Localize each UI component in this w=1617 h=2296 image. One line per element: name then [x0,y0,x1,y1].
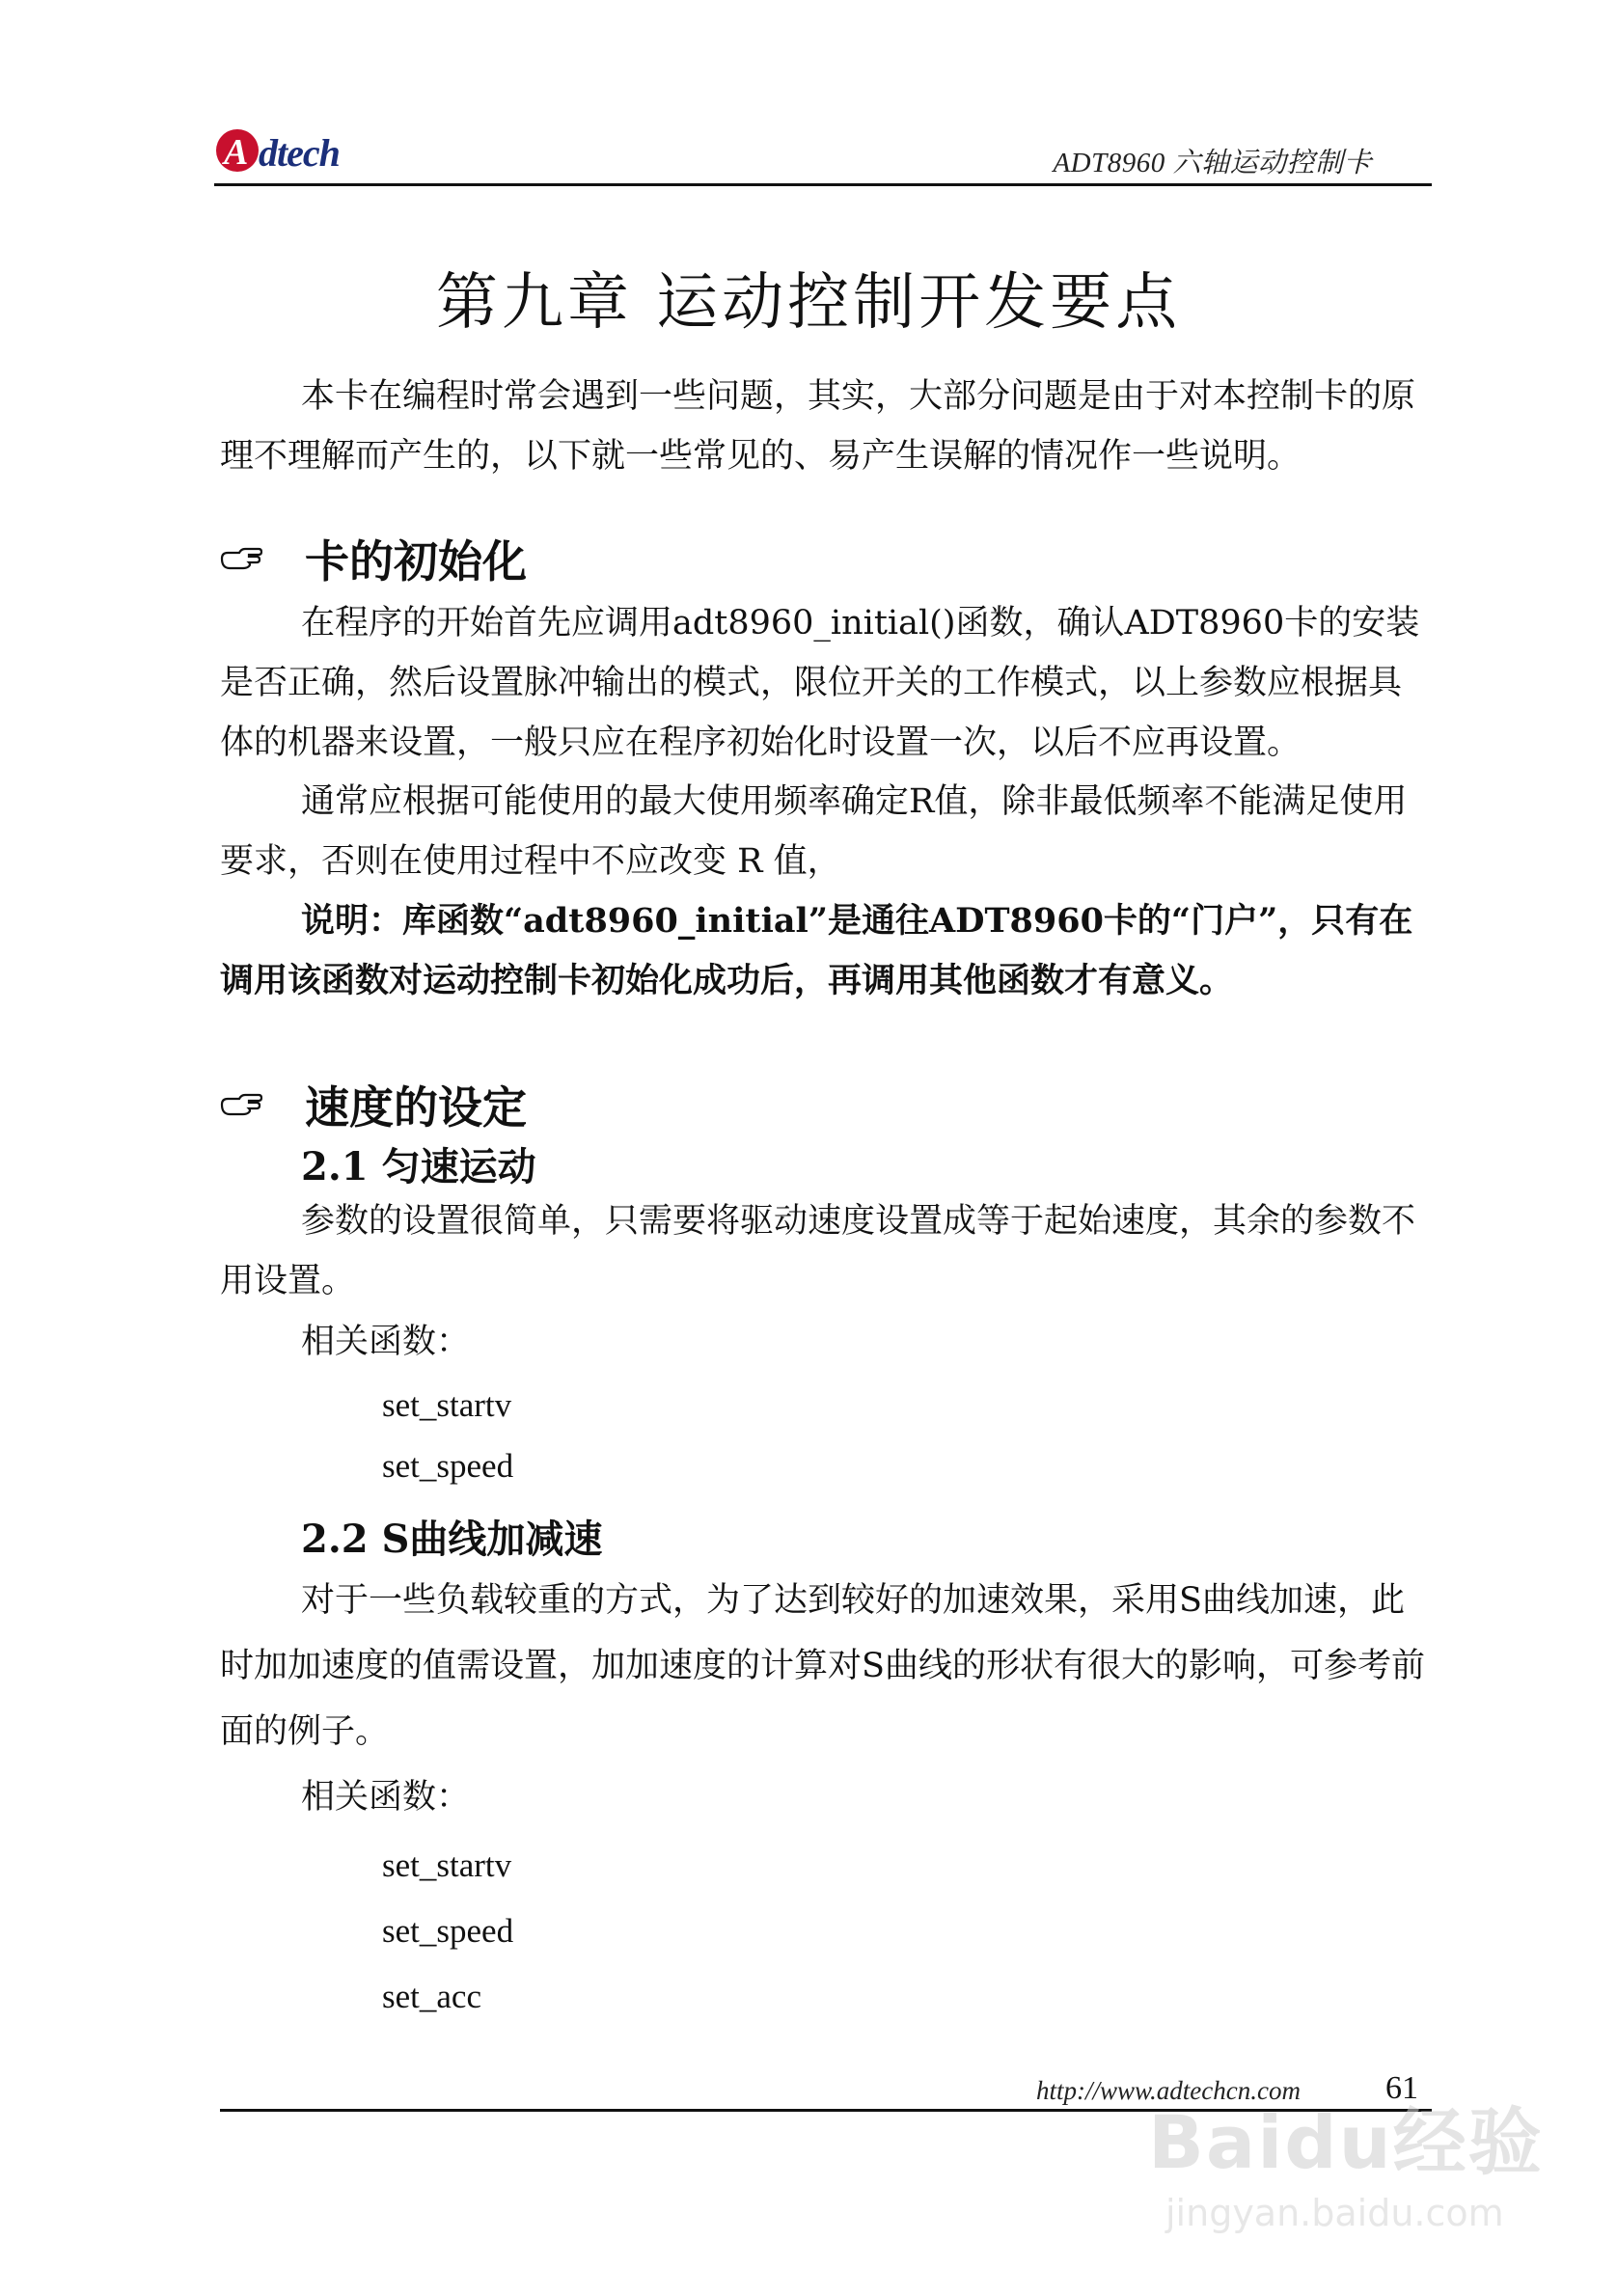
watermark-main-text: Baidu经验 [1148,2099,1544,2185]
pointing-hand-icon [220,1091,262,1118]
section-heading-initialization [220,527,527,590]
function-name: set_startv [382,1846,512,1884]
footer-url[interactable]: http://www.adtechcn.com [1036,2076,1301,2105]
section-title: 卡的初始化 [305,535,527,588]
subsection-s-curve-text: 对于一些负载较重的方式，为了达到较好的加速效果，采用S曲线加速，此时加加速度的值需设置，加加速度的计算对S曲线的形状有很大的影响，可参考前面的例子。 [220,1581,1425,1751]
section-heading-speed [220,1073,527,1136]
function-name: set_startv [382,1386,512,1424]
subsection-heading-s-curve: 2.2 S曲线加减速 [301,1517,603,1562]
watermark-sub-text: jingyan.baidu.com [1165,2192,1504,2234]
chapter-title: 第九章 运动控制开发要点 [435,267,1182,339]
subsection-uniform-text: 参数的设置很简单，只需要将驱动速度设置成等于起始速度，其余的参数不用设置。 [220,1202,1416,1300]
svg-text:dtech: dtech [259,131,340,175]
section-title: 速度的设定 [305,1081,527,1134]
subsection-heading-uniform [301,1136,536,1191]
page-number: 61 [1385,2070,1418,2106]
subsection-title: 匀速运动 [381,1144,536,1189]
related-functions-label: 相关函数： [301,1778,471,1817]
function-name: set_acc [382,1978,481,2015]
baidu-watermark [1148,2084,1553,2267]
related-functions-label: 相关函数： [301,1323,471,1361]
section1-paragraph-2: 通常应根据可能使用的最大使用频率确定R值，除非最低频率不能满足使用要求，否则在使用过程中不应改变 R 值， [220,782,1408,881]
pointing-hand-icon [220,545,262,572]
section1-paragraph-1: 在程序的开始首先应调用adt8960_initial()函数，确认ADT8960卡的安装是否正确，然后设置脉冲输出的模式，限位开关的工作模式，以上参数应根据具体的机器来设置，一般只应在程序初始化时设置一次，以后不应再设置。 [220,604,1420,762]
svg-text:A: A [224,132,249,173]
function-name: set_speed [382,1912,514,1950]
function-name: set_speed [382,1447,514,1485]
page-header [214,123,1430,187]
subsection-number: 2.1 [301,1144,369,1189]
intro-paragraph: 本卡在编程时常会遇到一些问题，其实，大部分问题是由于对本控制卡的原理不理解而产生的，以下就一些常见的、易产生误解的情况作一些说明。 [220,377,1416,476]
adtech-logo [214,125,369,176]
section1-note: 说明：库函数“adt8960_initial”是通往ADT8960卡的“门户”，只有在调用该函数对运动控制卡初始化成功后，再调用其他函数才有意义。 [220,901,1413,1000]
header-rule [214,183,1432,186]
header-title: ADT8960 六轴运动控制卡 [1053,148,1372,178]
